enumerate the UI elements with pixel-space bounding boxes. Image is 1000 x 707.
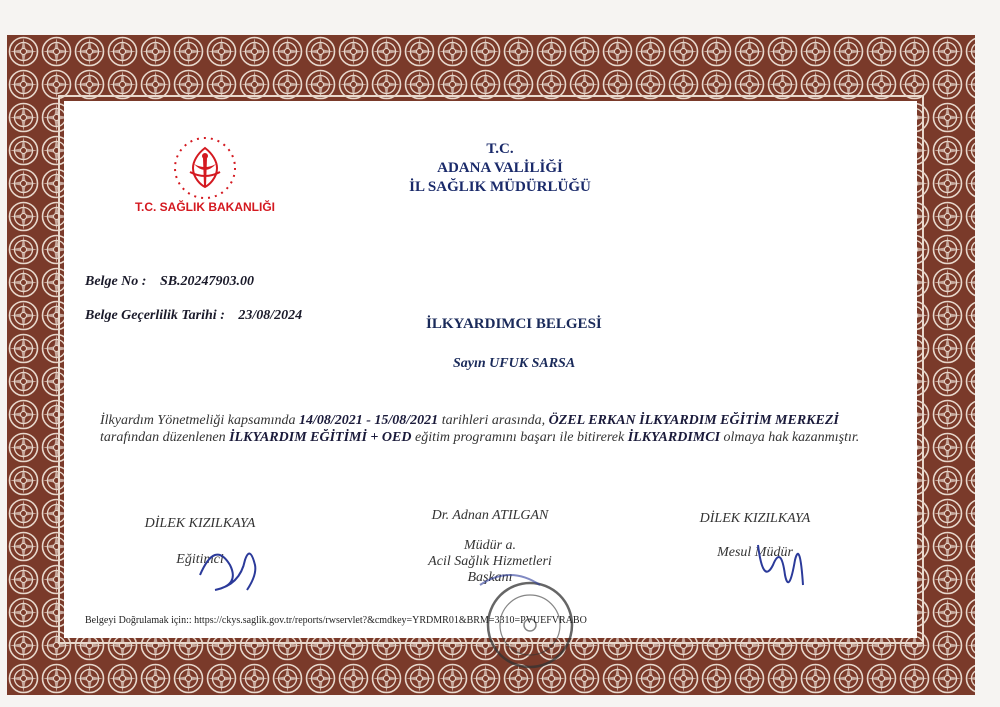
belge-no bbox=[85, 274, 254, 290]
signer-center-title-1: Müdür a. bbox=[463, 538, 517, 553]
certified-role: İLKYARDIMCI bbox=[627, 430, 721, 445]
signer-right-name: DİLEK KIZILKAYA bbox=[699, 511, 811, 526]
certificate-body bbox=[100, 412, 872, 446]
validity-value: 23/08/2024 bbox=[238, 308, 303, 323]
body-text-4: eğitim programını başarı ile bitirerek bbox=[411, 430, 628, 445]
certificate-title: İLKYARDIMCI BELGESİ bbox=[426, 316, 602, 332]
signer-left-name: DİLEK KIZILKAYA bbox=[144, 516, 256, 531]
body-text-5: olmaya hak kazanmıştır. bbox=[720, 430, 860, 445]
body-text-3: tarafından düzenlenen bbox=[100, 430, 230, 445]
verification-link[interactable]: Belgeyi Doğrulamak için:: https://ckys.saglik.gov.tr/reports/rwservlet?&cmdkey=YRDMR01&BRM=3310=PVUEFVRABO bbox=[85, 615, 587, 626]
signer-center-title-2: Acil Sağlık Hizmetleri bbox=[428, 554, 552, 569]
issuer-header bbox=[360, 140, 640, 197]
handwritten-signature-right bbox=[748, 535, 818, 595]
header-line-1: T.C. bbox=[486, 141, 514, 157]
training-dates: 14/08/2021 - 15/08/2021 bbox=[298, 413, 439, 428]
signer-left-title: Eğitimci bbox=[176, 552, 224, 567]
belge-no-value: SB.20247903.00 bbox=[159, 274, 255, 289]
ministry-name: T.C. SAĞLIK BAKANLIĞI bbox=[135, 200, 275, 214]
signer-center-title-3: Başkanı bbox=[467, 570, 513, 585]
training-program: İLKYARDIM EĞİTİMİ + OED bbox=[229, 430, 412, 445]
training-center: ÖZEL ERKAN İLKYARDIM EĞİTİM MERKEZİ bbox=[548, 413, 839, 428]
body-text-2: tarihleri arasında, bbox=[438, 413, 549, 428]
belge-no-label: Belge No : bbox=[85, 274, 147, 289]
signer-center-name: Dr. Adnan ATILGAN bbox=[431, 508, 549, 523]
validity-date bbox=[85, 308, 302, 324]
validity-label: Belge Geçerlilik Tarihi : bbox=[85, 308, 225, 323]
header-line-3: İL SAĞLIK MÜDÜRLÜĞÜ bbox=[409, 179, 591, 195]
recipient-name: Sayın UFUK SARSA bbox=[453, 356, 576, 371]
header-line-2: ADANA VALİLİĞİ bbox=[437, 160, 563, 176]
signer-right-title: Mesul Müdür bbox=[717, 545, 793, 560]
body-text-1: İlkyardım Yönetmeliği kapsamında bbox=[100, 413, 299, 428]
handwritten-signature-left bbox=[195, 535, 265, 595]
